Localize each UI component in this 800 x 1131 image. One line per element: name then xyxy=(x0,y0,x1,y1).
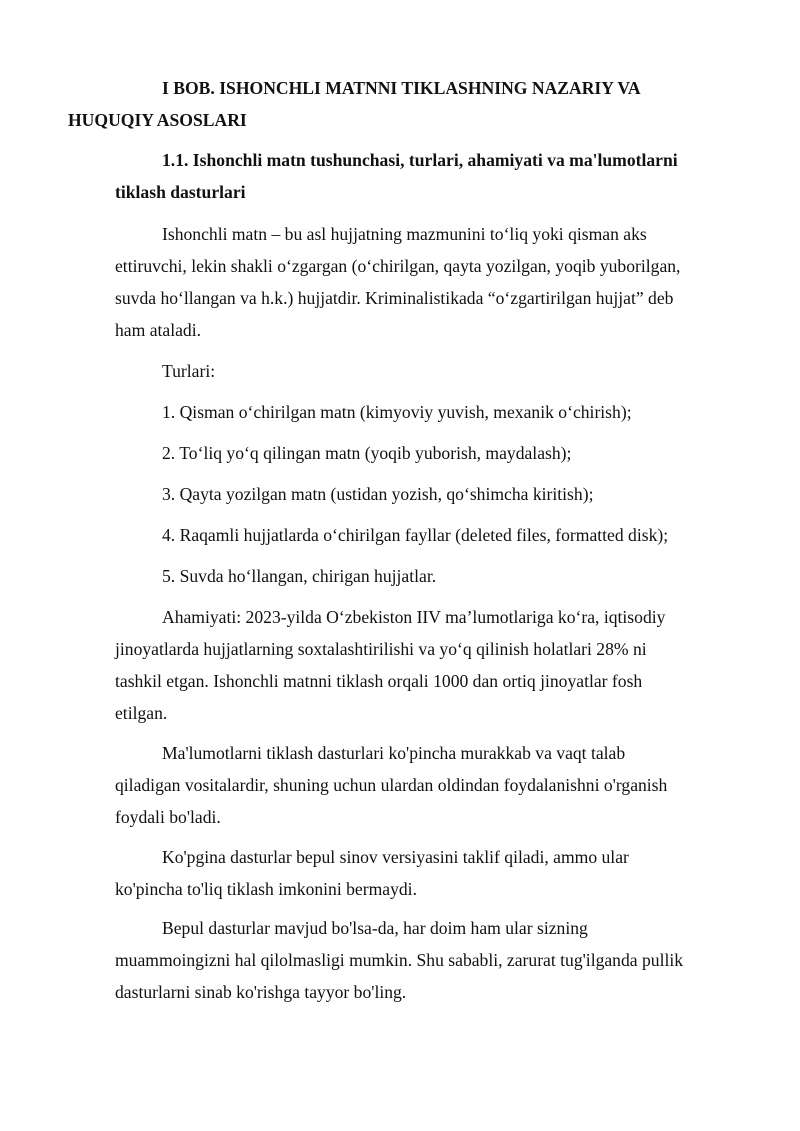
recovery-programs-paragraph xyxy=(115,737,715,833)
definition-paragraph xyxy=(115,218,715,346)
types-title: Turlari: xyxy=(162,361,216,381)
recovery-programs-line-2: qiladigan vositalardir, shuning uchun ulardan oldindan foydalanishni o'rganish xyxy=(115,775,668,795)
free-programs-line-3: dasturlarni sinab ko'rishga tayyor bo'ling. xyxy=(115,982,407,1002)
trial-versions-line-2: ko'pincha to'liq tiklash imkonini bermaydi. xyxy=(115,879,417,899)
definition-line-3: suvda ho‘llangan va h.k.) hujjatdir. Kriminalistikada “o‘zgartirilgan hujjat” deb xyxy=(115,288,674,308)
section-heading-line-2: tiklash dasturlari xyxy=(115,182,246,202)
free-programs-line-2: muammoingizni hal qilolmasligi mumkin. Shu sababli, zarurat tug'ilganda pullik xyxy=(115,950,684,970)
section-heading xyxy=(115,144,715,208)
free-programs-line-1: Bepul dasturlar mavjud bo'lsa-da, har doim ham ular sizning xyxy=(162,918,588,938)
trial-versions-paragraph xyxy=(115,841,715,905)
chapter-heading xyxy=(68,72,715,136)
recovery-programs-line-1: Ma'lumotlarni tiklash dasturlari ko'pincha murakkab va vaqt talab xyxy=(162,743,626,763)
document-page xyxy=(68,72,715,1008)
definition-line-2: ettiruvchi, lekin shakli o‘zgargan (o‘chirilgan, qayta yozilgan, yoqib yuborilgan, xyxy=(115,256,681,276)
trial-versions-line-1: Ko'pgina dasturlar bepul sinov versiyasini taklif qiladi, ammo ular xyxy=(162,847,629,867)
types-item: 4. Raqamli hujjatlarda o‘chirilgan fayllar (deleted files, formatted disk); xyxy=(162,525,669,545)
definition-line-1: Ishonchli matn – bu asl hujjatning mazmunini to‘liq yoki qisman aks xyxy=(162,224,647,244)
types-item: 2. To‘liq yo‘q qilingan matn (yoqib yuborish, maydalash); xyxy=(162,443,572,463)
importance-paragraph xyxy=(115,601,715,729)
types-item: 5. Suvda ho‘llangan, chirigan hujjatlar. xyxy=(162,566,437,586)
free-programs-paragraph xyxy=(115,912,715,1008)
definition-line-4: ham ataladi. xyxy=(115,320,201,340)
importance-line-3: tashkil etgan. Ishonchli matnni tiklash orqali 1000 dan ortiq jinoyatlar fosh xyxy=(115,671,643,691)
importance-line-4: etilgan. xyxy=(115,703,168,723)
importance-line-2: jinoyatlarda hujjatlarning soxtalashtirilishi va yo‘q qilinish holatlari 28% ni xyxy=(115,639,647,659)
chapter-heading-line-2: HUQUQIY ASOSLARI xyxy=(68,110,247,130)
importance-line-1: Ahamiyati: 2023-yilda O‘zbekiston IIV ma’lumotlariga ko‘ra, iqtisodiy xyxy=(162,607,666,627)
section-heading-line-1: 1.1. Ishonchli matn tushunchasi, turlari, ahamiyati va ma'lumotlarni xyxy=(162,150,678,170)
types-item: 3. Qayta yozilgan matn (ustidan yozish, qo‘shimcha kiritish); xyxy=(162,484,594,504)
types-item: 1. Qisman o‘chirilgan matn (kimyoviy yuvish, mexanik o‘chirish); xyxy=(162,402,632,422)
recovery-programs-line-3: foydali bo'ladi. xyxy=(115,807,221,827)
chapter-heading-line-1: I BOB. ISHONCHLI MATNNI TIKLASHNING NAZARIY VA xyxy=(162,78,641,98)
